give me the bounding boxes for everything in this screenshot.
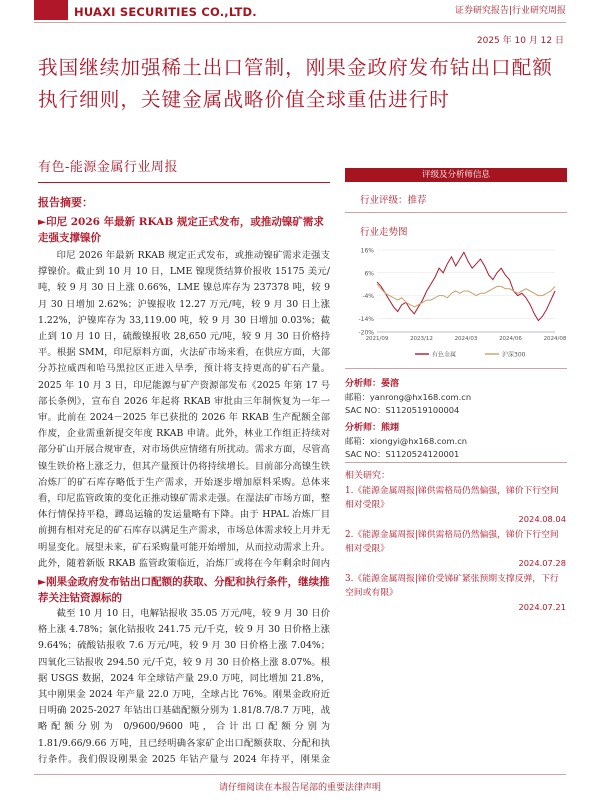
analyst-2-name: 分析师：熊翊 — [345, 423, 400, 433]
x-tick-label: 2021/09 — [365, 336, 389, 342]
y-tick-label: -14% — [358, 315, 374, 323]
y-tick-label: 16% — [360, 247, 374, 255]
y-tick-label: -4% — [362, 293, 374, 301]
analyst-1-sac: SAC NO：S1120519100004 — [345, 405, 460, 415]
summary-heading: 报告摘要： — [38, 196, 93, 209]
analyst-1-name: 分析师：晏溶 — [345, 379, 400, 389]
report-subtitle: 有色-能源金属行业周报 — [38, 160, 178, 175]
analyst-2-sac: SAC NO：S1120524120001 — [345, 449, 460, 459]
company-logo-text: HUAXI SECURITIES CO.,LTD. — [74, 5, 257, 19]
related-research-item-1[interactable]: 1.《能源金属周报|锑供需格局仍然偏强，锑价下行空间相对受限》 — [345, 486, 559, 510]
legend-label: 有色金属 — [432, 351, 457, 359]
y-tick-label: -20% — [358, 329, 374, 337]
legal-notice-footer: 请仔细阅读在本报告尾部的重要法律声明 — [218, 783, 381, 793]
report-type-links[interactable]: 证券研究报告|行业研究周报 — [454, 6, 566, 16]
trend-chart-label: 行业走势图 — [360, 227, 408, 238]
x-tick-label: 2024/03 — [454, 336, 478, 342]
industry-trend-chart — [345, 240, 567, 362]
header-divider — [34, 22, 566, 23]
page-header — [0, 0, 600, 22]
footer-divider — [34, 774, 566, 775]
related-research-item-2[interactable]: 2.《能源金属周报|锑供需格局仍然偏强，锑价下行空间相对受限》 — [345, 530, 559, 554]
bullet-heading-cobalt: ►刚果金政府发布钴出口配额的获取、分配和执行条件，继续推荐关注钴资源标的 — [38, 576, 330, 604]
report-title: 我国继续加强稀土出口管制，刚果金政府发布钴出口配额执行细则，关键金属战略价值全球重估进行时 — [38, 56, 553, 111]
related-research-date-1: 2024.08.04 — [518, 514, 566, 524]
industry-rating: 行业评级：推荐 — [360, 195, 427, 206]
summary-divider — [38, 182, 330, 183]
bullet-body-nickel: 印尼 2026 年最新 RKAB 规定正式发布，或推动镍矿需求走强支撑镍价。截止到 10 月 10 日，LME 镍现货结算价报收 15175 美元/吨，较 9 月 30 日上涨 0.66%，LME 镍总库存为 237378 吨，较 9 月 30 日增加 2.62%；沪镍报收 12.27 万元/吨，较 9 月 30 日上涨 1.22%，沪镍库存为 33,119.00 吨，较 9 月 30 日增加 0.03%；截止到 10 月 10 日，硫酸镍报收 28,650 元/吨，较 9 月 30 日价格持平。根据 SMM，印尼原料方面，火法矿市场来看，在供应方面，大部分苏拉威西和哈马黑拉区正进入旱季，预计将支持更高的矿石产量。2025 年 10 月 3 日，印尼能源与矿产资源部发布《2025 年第 17 号部长条例》，宣布自 2026 年起将 RKAB 审批由三年制恢复为一年一审。此前在 2024－2025 年已获批的 2026 年 RKAB 生产配额全部作废，企业需重新提交年度 RKAB 申请。此外，林业工作组正持续对部分矿山开展合规审查，对市场供应情绪有所扰动。需求方面，尽管高镍生铁价格上涨乏力，但其产量预计仍将持续增长。目前部分高镍生铁冶炼厂的矿石库存略低于生产需求，开始逐步增加原料采购。总体来看，印尼监管政策的变化正推动镍矿需求走强。在湿法矿市场方面，整体行情保持平稳，蹲岛运输的发运量略有下降。由于 HPAL 冶炼厂目前拥有相对充足的矿石库存以满足生产需求，市场总体需求较上月并无明显变化。展望未来，矿石采购量可能开始增加，从而拉动需求上升。此外，随着新版 RKAB 监管政策临近，冶炼厂或将在今年剩余时间内 — [38, 250, 330, 568]
analyst-2-email[interactable]: 邮箱：xiongyi@hx168.com.cn — [345, 436, 468, 446]
x-tick-label: 2023/12 — [410, 336, 433, 342]
rating-divider — [345, 212, 567, 213]
related-research-date-3: 2024.07.21 — [518, 602, 566, 612]
related-research-date-2: 2024.07.28 — [518, 558, 566, 568]
trend-chart-svg — [345, 240, 567, 362]
chart-divider — [345, 368, 567, 369]
y-tick-label: 6% — [364, 270, 374, 278]
bullet-heading-nickel: ►印尼 2026 年最新 RKAB 规定正式发布，或推动镍矿需求走强支撑镍价 — [38, 216, 324, 244]
rating-panel-header: 评级及分析师信息 — [345, 168, 567, 182]
related-research-heading: 相关研究： — [345, 471, 391, 481]
series-line-1 — [377, 252, 555, 320]
legend-label: 沪深300 — [502, 351, 526, 359]
x-tick-label: 2024/06 — [499, 336, 522, 342]
x-tick-label: 2024/08 — [543, 336, 567, 342]
related-research-item-3[interactable]: 3.《能源金属周报|锑价受锑矿紧张预期支撑反弹，下行空间或有限》 — [345, 574, 559, 598]
bullet-body-cobalt: 截至 10 月 10 日，电解钴报收 35.05 万元/吨，较 9 月 30 日价格上涨 4.78%；氯化钴报收 241.75 元/千克，较 9 月 30 日价格上涨 9.64%；硫酸钴报收 7.6 万元/吨，较 9 月 30 日价格上涨 7.04%；四氧化三钴报收 294.50 元/千克，较 9 月 30 日价格上涨 8.07%。根据 USGS 数据，2024 年全球钴产量 29.0 万吨，同比增加 21.8%，其中刚果金 2024 年产量 22.0 万吨，全球占比 76%。刚果金政府近日明确 2025-2027 年钴出口基础配额分别为 1.81/8.7/8.7 万吨，战略配额分别为 0/9600/9600 吨，合计出口配额分别为 1.81/9.66/9.66 万吨，且已经明确各家矿企出口配额获取、分配和执行条件。我们假设刚果金 2025 年钴产量与 2024 年持平，刚果金 — [38, 608, 330, 765]
company-logo-mark — [34, 0, 68, 20]
analyst-divider — [345, 462, 567, 463]
report-date: 2025 年 10 月 12 日 — [476, 36, 564, 46]
analyst-1-email[interactable]: 邮箱：yanrong@hx168.com.cn — [345, 392, 472, 402]
